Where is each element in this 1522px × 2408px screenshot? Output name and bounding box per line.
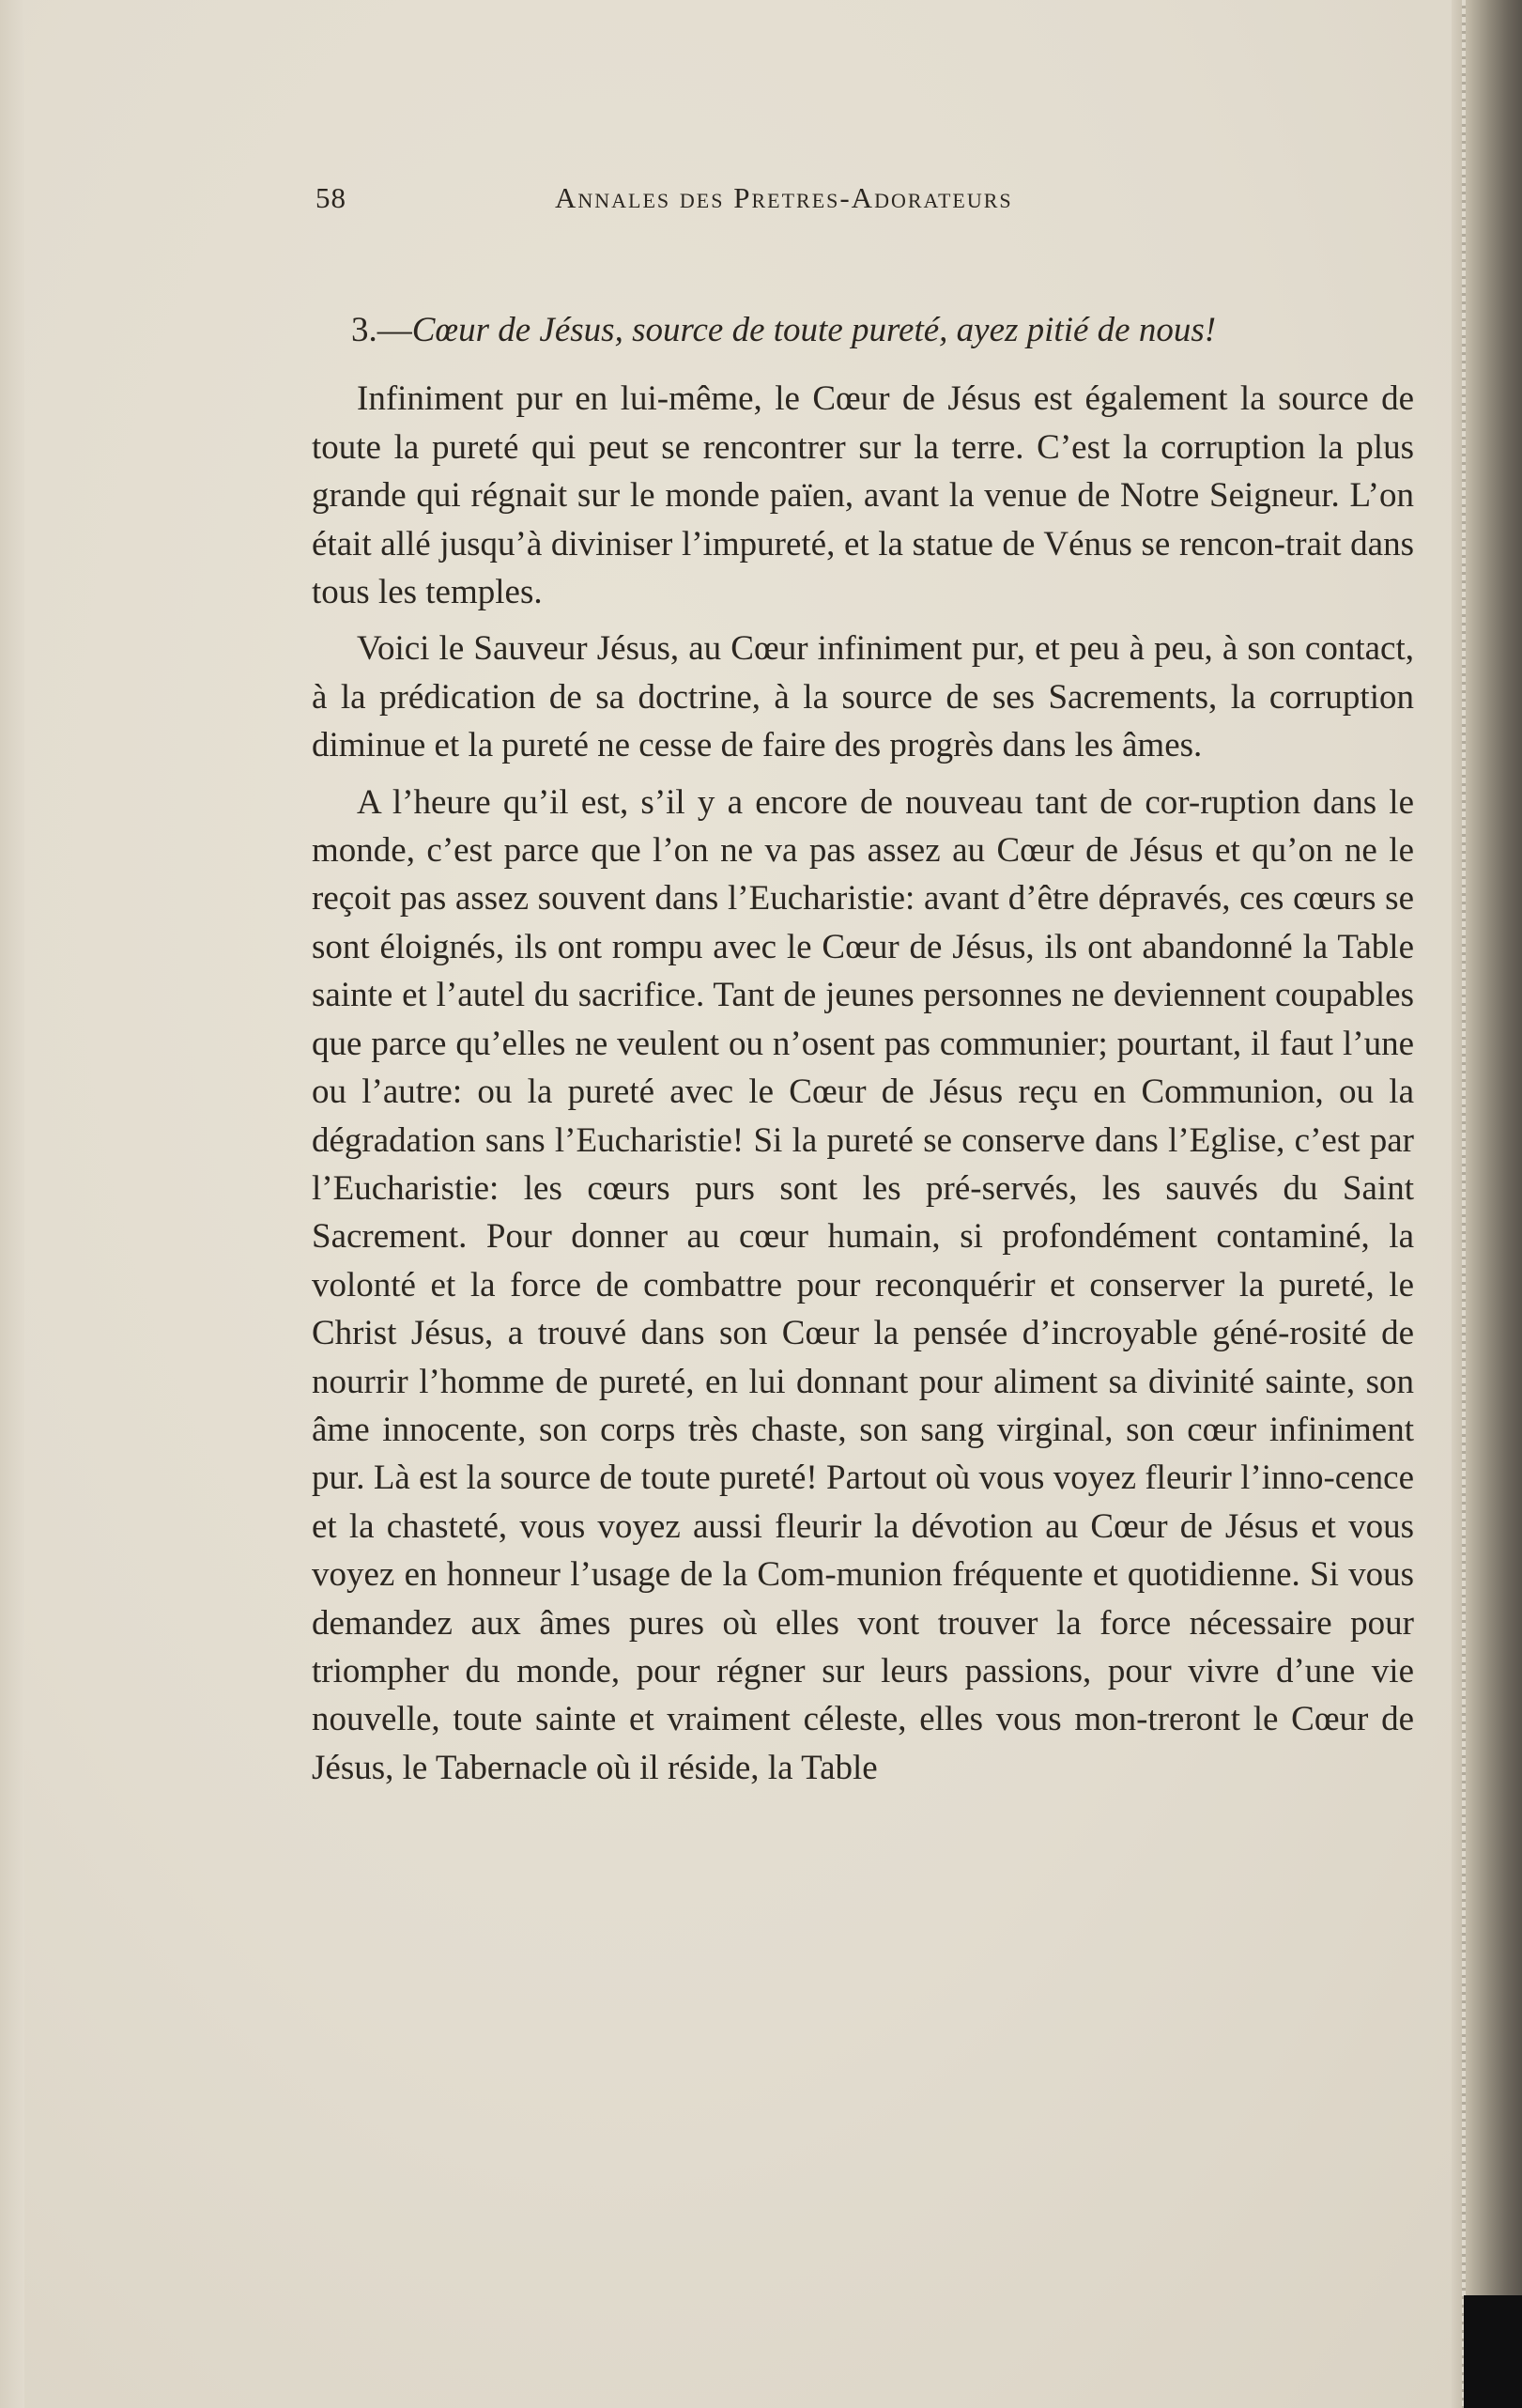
page-stack-edge bbox=[1462, 0, 1466, 2408]
paragraph-2: Voici le Sauveur Jésus, au Cœur infiniment pur, et peu à peu, à son contact, à la prédication de sa doctrine, à la source de ses Sacrements, la corruption diminue et la pureté ne cesse de faire des progrès dans les âmes. bbox=[312, 629, 1414, 765]
section-heading bbox=[312, 306, 1414, 354]
page-number: 58 bbox=[315, 181, 346, 214]
section-invocation: Cœur de Jésus, source de toute pureté, ayez pitié de nous! bbox=[411, 311, 1217, 349]
running-head: Annales des Pretres-Adorateurs bbox=[555, 181, 1013, 214]
scan-corner-shadow bbox=[1464, 2295, 1522, 2408]
paragraph-1: Infiniment pur en lui-même, le Cœur de Jésus est également la source de toute la pureté qui peut se rencontrer sur la terre. C’est la corruption la plus grande qui régnait sur le monde païen, avant la venue de Notre Seigneur. L’on était allé jusqu’à diviniser l’impureté, et la statue de Vénus se rencon-trait dans tous les temples. bbox=[312, 379, 1414, 612]
page-header bbox=[315, 181, 1414, 219]
page-left-edge bbox=[0, 0, 24, 2408]
body-text bbox=[312, 306, 1414, 1800]
paragraph-3: A l’heure qu’il est, s’il y a encore de nouveau tant de cor-ruption dans le monde, c’est parce que l’on ne va pas assez au Cœur de Jésus et qu’on ne le reçoit pas assez souvent dans l’Eucharistie: avant d’être dépravés, ces cœurs se sont éloignés, ils ont rompu avec le Cœur de Jésus, ils ont abandonné la Table sainte et l’autel du sacrifice. Tant de jeunes personnes ne deviennent coupables que parce qu’elles ne veulent ou n’osent pas communier; pourtant, il faut l’une ou l’autre: ou la pureté avec le Cœur de Jésus reçu en Communion, ou la dégradation sans l’Eucharistie! Si la pureté se conserve dans l’Eglise, c’est par l’Eucharistie: les cœurs purs sont les pré-servés, les sauvés du Saint Sacrement. Pour donner au cœur humain, si profondément contaminé, la volonté et la force de combattre pour reconquérir et conserver la pureté, le Christ Jésus, a trouvé dans son Cœur la pensée d’incroyable géné-rosité de nourrir l’homme de pureté, en lui donnant pour aliment sa divinité sainte, son âme innocente, son corps très chaste, son sang virginal, son cœur infiniment pur. Là est la source de toute pureté! Partout où vous voyez fleurir l’inno-cence et la chasteté, vous voyez aussi fleurir la dévotion au Cœur de Jésus et vous voyez en honneur l’usage de la Com-munion fréquente et quotidienne. Si vous demandez aux âmes pures où elles vont trouver la force nécessaire pour triompher du monde, pour régner sur leurs passions, pour vivre d’une vie nouvelle, toute sainte et vraiment céleste, elles vous mon-treront le Cœur de Jésus, le Tabernacle où il réside, la Table bbox=[312, 782, 1414, 1787]
section-number: 3.— bbox=[351, 311, 412, 349]
